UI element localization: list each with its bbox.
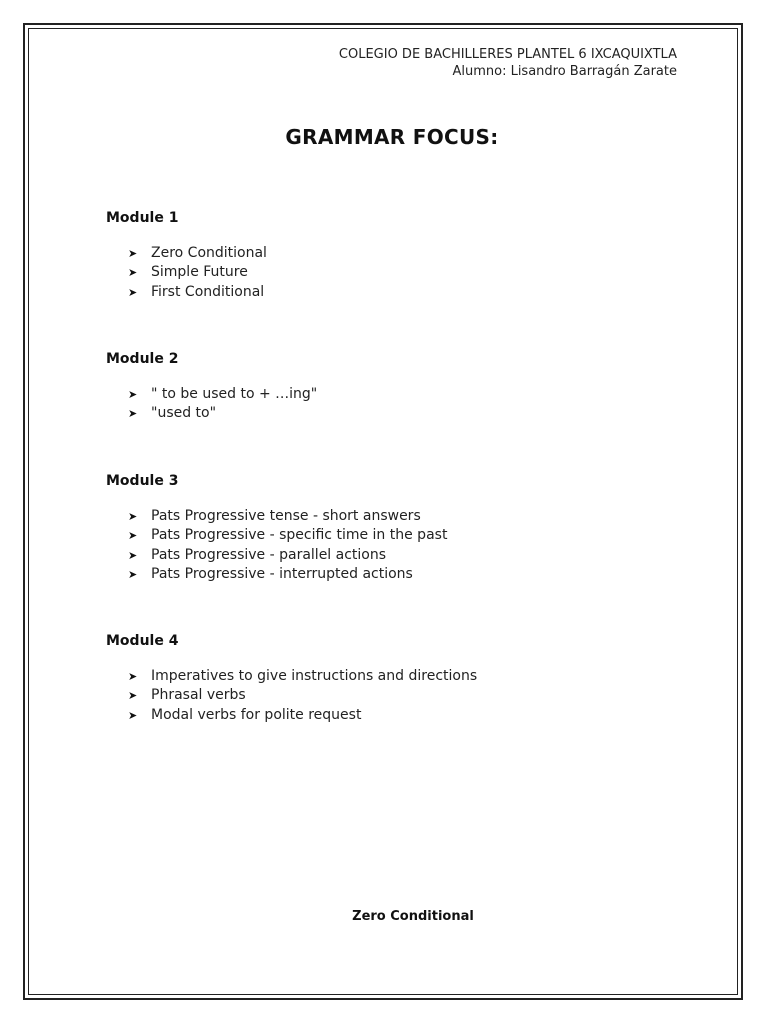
module-4-list <box>128 667 477 725</box>
list-item <box>128 546 447 565</box>
arrowhead-bullet-icon: ➤ <box>128 548 138 562</box>
list-item <box>128 565 447 584</box>
list-item-text: Pats Progressive tense - short answers <box>151 508 421 524</box>
arrowhead-bullet-icon: ➤ <box>128 529 138 543</box>
arrowhead-bullet-icon: ➤ <box>128 407 138 421</box>
list-item <box>128 263 267 282</box>
list-item <box>128 283 267 302</box>
page-title: GRAMMAR FOCUS: <box>285 125 499 149</box>
arrowhead-bullet-icon: ➤ <box>128 510 138 523</box>
module-4-heading: Module 4 <box>106 633 179 649</box>
list-item-text: Phrasal verbs <box>151 687 246 704</box>
arrowhead-bullet-icon: ➤ <box>128 388 138 401</box>
list-item <box>128 526 447 545</box>
list-item-text: Pats Progressive - parallel actions <box>151 546 387 563</box>
arrowhead-bullet-icon: ➤ <box>128 670 138 683</box>
list-item <box>128 667 477 686</box>
list-item-text: Modal verbs for polite request <box>151 706 362 723</box>
list-item-text: Imperatives to give instructions and directions <box>151 668 478 684</box>
arrowhead-bullet-icon: ➤ <box>128 285 138 299</box>
list-item <box>128 507 447 526</box>
list-item-text: Pats Progressive - specific time in the past <box>151 527 448 544</box>
module-1-list <box>128 244 267 302</box>
list-item <box>128 385 317 404</box>
module-2-list <box>128 385 317 424</box>
list-item-text: Pats Progressive - interrupted actions <box>151 565 413 582</box>
arrowhead-bullet-icon: ➤ <box>128 708 138 722</box>
list-item-text: First Conditional <box>151 283 265 300</box>
list-item <box>128 706 477 725</box>
module-2-heading: Module 2 <box>106 351 179 367</box>
list-item <box>128 686 477 705</box>
module-3-heading: Module 3 <box>106 473 179 489</box>
arrowhead-bullet-icon: ➤ <box>128 567 138 581</box>
document-header <box>339 46 677 80</box>
list-item-text: Zero Conditional <box>151 245 267 261</box>
list-item <box>128 244 267 263</box>
student-name: Alumno: Lisandro Barragán Zarate <box>452 64 677 79</box>
section-title: Zero Conditional <box>352 909 474 924</box>
module-3-list <box>128 507 447 584</box>
arrowhead-bullet-icon: ➤ <box>128 266 138 280</box>
module-1-heading: Module 1 <box>106 210 179 226</box>
list-item-text: Simple Future <box>151 264 248 281</box>
school-name: COLEGIO DE BACHILLERES PLANTEL 6 IXCAQUIXTLA <box>338 47 677 62</box>
arrowhead-bullet-icon: ➤ <box>128 247 138 260</box>
list-item-text: " to be used to + …ing" <box>151 386 318 402</box>
list-item <box>128 404 317 423</box>
list-item-text: "used to" <box>151 405 217 422</box>
arrowhead-bullet-icon: ➤ <box>128 689 138 703</box>
